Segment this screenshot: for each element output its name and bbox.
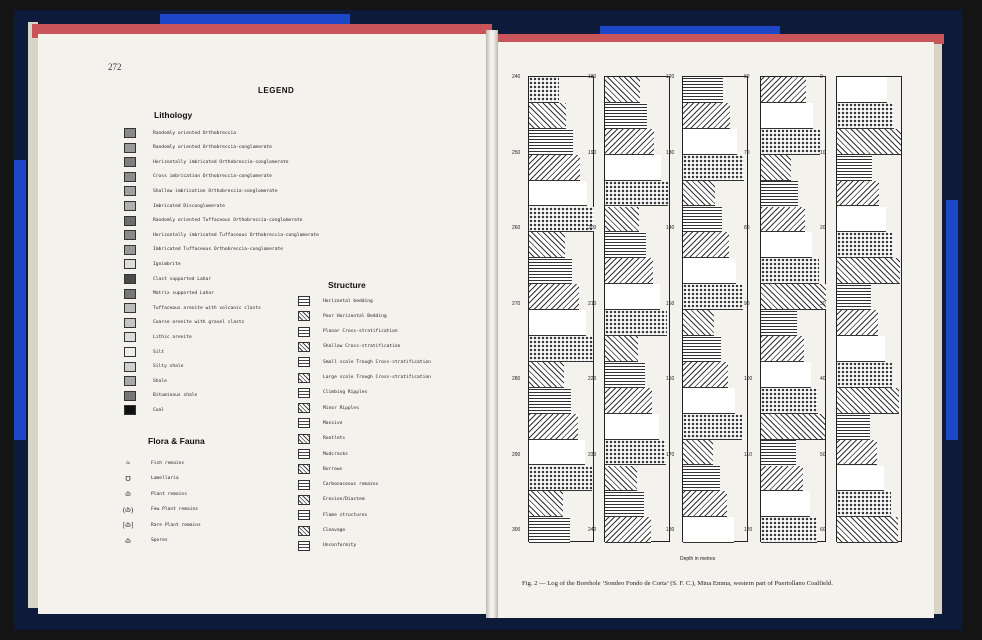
structure-swatch bbox=[298, 495, 310, 505]
flora-fauna-item bbox=[122, 489, 187, 499]
lithology-swatch bbox=[124, 201, 136, 211]
depth-tick: 290 bbox=[512, 451, 521, 458]
depth-label: Depth in metres bbox=[680, 556, 716, 562]
lithology-title: Lithology bbox=[154, 110, 193, 120]
log-bed bbox=[761, 414, 825, 440]
log-bed bbox=[837, 181, 879, 207]
structure-label: Large scale Trough Cross-stratification bbox=[323, 375, 431, 380]
structure-swatch bbox=[298, 449, 310, 459]
log-bed bbox=[761, 491, 810, 517]
log-bed bbox=[529, 466, 592, 492]
lithology-label: Silty shale bbox=[153, 364, 184, 370]
log-bed bbox=[605, 155, 661, 181]
structure-label: Poor Horizontal Bedding bbox=[323, 313, 387, 319]
flora-fauna-item bbox=[122, 536, 168, 546]
depth-tick: 130 bbox=[666, 149, 675, 156]
structure-label: Flame structures bbox=[323, 512, 368, 518]
log-bed bbox=[683, 440, 713, 466]
lithology-label: Coal bbox=[153, 407, 165, 413]
left-page bbox=[38, 34, 490, 614]
lithology-item bbox=[124, 230, 319, 240]
log-bed bbox=[529, 491, 563, 517]
structure-item bbox=[298, 434, 345, 444]
lithology-label: Randomly oriented Orthobreccia-conglomerate bbox=[153, 145, 272, 151]
log-bed bbox=[761, 181, 798, 207]
depth-tick: 0 bbox=[820, 74, 823, 80]
log-bed bbox=[683, 207, 722, 233]
lithology-swatch bbox=[124, 143, 136, 153]
lithology-label: Imbricated Disconglomerate bbox=[153, 203, 225, 209]
lithology-item bbox=[124, 128, 236, 138]
log-bed bbox=[761, 207, 805, 233]
lithology-label: Shale bbox=[153, 378, 167, 384]
depth-tick: 10 bbox=[820, 149, 826, 156]
lithology-swatch bbox=[124, 186, 136, 196]
depth-tick: 100 bbox=[744, 376, 753, 382]
log-bed bbox=[529, 336, 593, 362]
lithology-label: Shallow imbrication Orthobreccia-conglomerate bbox=[153, 188, 278, 194]
lithology-swatch bbox=[124, 318, 136, 328]
lithology-swatch bbox=[124, 376, 136, 386]
log-bed bbox=[605, 388, 652, 414]
lithology-swatch bbox=[124, 289, 136, 299]
flora-symbol: ȸ bbox=[125, 490, 131, 498]
flora-fauna-item bbox=[122, 474, 179, 484]
log-bed bbox=[761, 466, 803, 492]
lithology-swatch bbox=[124, 216, 136, 226]
lithology-label: Coarse arenite with gravel clasts bbox=[153, 320, 245, 326]
log-bed bbox=[605, 336, 638, 362]
log-bed bbox=[605, 77, 640, 103]
structure-swatch bbox=[298, 388, 310, 398]
log-bed bbox=[837, 362, 892, 388]
structure-item bbox=[298, 480, 378, 490]
depth-tick: 160 bbox=[666, 376, 675, 382]
lithology-item bbox=[124, 303, 261, 313]
depth-tick: 20 bbox=[820, 225, 826, 231]
log-bed bbox=[761, 336, 804, 362]
log-bed bbox=[605, 181, 668, 207]
structure-swatch bbox=[298, 510, 310, 520]
depth-tick: 120 bbox=[744, 527, 753, 533]
log-bed bbox=[761, 258, 819, 284]
structure-item bbox=[298, 541, 356, 551]
log-bed bbox=[761, 362, 811, 388]
depth-tick: 240 bbox=[512, 74, 521, 80]
lithology-swatch bbox=[124, 362, 136, 372]
lithology-label: Horizontally imbricated Orthobreccia-conglomerate bbox=[153, 159, 289, 165]
log-bed bbox=[683, 77, 723, 103]
log-bed bbox=[529, 103, 566, 129]
log-bed bbox=[529, 129, 573, 155]
log-bed bbox=[683, 181, 715, 207]
structure-item bbox=[298, 495, 365, 505]
lithology-swatch bbox=[124, 347, 136, 357]
log-bed bbox=[837, 232, 893, 258]
lithology-item bbox=[124, 405, 164, 415]
log-bed bbox=[761, 155, 791, 181]
depth-tick: 140 bbox=[666, 225, 675, 231]
log-bed bbox=[837, 414, 870, 440]
structure-swatch bbox=[298, 342, 310, 352]
lithology-label: Tuffaceous arenite with volcanic clasts bbox=[153, 305, 261, 311]
structure-item bbox=[298, 510, 367, 520]
lithology-item bbox=[124, 376, 167, 386]
cover-pattern bbox=[946, 200, 958, 440]
log-bed bbox=[529, 258, 572, 284]
structure-swatch bbox=[298, 480, 310, 490]
log-bed bbox=[837, 440, 877, 466]
depth-tick: 280 bbox=[512, 376, 521, 382]
log-bed bbox=[605, 103, 647, 129]
log-bed bbox=[605, 466, 637, 492]
log-bed bbox=[683, 517, 734, 543]
lithology-item bbox=[124, 289, 214, 299]
log-bed bbox=[837, 129, 901, 155]
lithology-label: Randomly oriented Orthobreccia bbox=[153, 130, 236, 136]
lithology-label: Cross imbrication Orthobreccia-conglomerate bbox=[153, 174, 272, 180]
depth-tick: 240 bbox=[588, 527, 597, 533]
log-bed bbox=[683, 258, 736, 284]
lithology-label: Matrix supported Lahar bbox=[153, 291, 214, 297]
depth-tick: 110 bbox=[744, 451, 752, 458]
lithology-swatch bbox=[124, 405, 136, 415]
book-gutter bbox=[486, 30, 498, 618]
lithology-item bbox=[124, 216, 302, 226]
log-column bbox=[836, 76, 902, 542]
structure-item bbox=[298, 418, 342, 428]
legend-title: LEGEND bbox=[258, 86, 295, 95]
log-bed bbox=[761, 284, 826, 310]
lithology-swatch bbox=[124, 332, 136, 342]
structure-label: Planar Cross-stratification bbox=[323, 329, 398, 335]
structure-swatch bbox=[298, 403, 310, 413]
lithology-swatch bbox=[124, 230, 136, 240]
log-bed bbox=[683, 310, 714, 336]
structure-item bbox=[298, 357, 431, 367]
lithology-swatch bbox=[124, 245, 136, 255]
log-bed bbox=[761, 77, 806, 103]
log-bed bbox=[837, 466, 884, 492]
depth-tick: 300 bbox=[512, 527, 521, 533]
flora-label: Rare Plant remains bbox=[151, 522, 201, 528]
structure-label: Minor Ripples bbox=[323, 405, 359, 411]
lithology-swatch bbox=[124, 274, 136, 284]
depth-tick: 40 bbox=[820, 376, 826, 382]
log-bed bbox=[683, 466, 720, 492]
flora-fauna-item bbox=[122, 505, 198, 515]
lithology-swatch bbox=[124, 157, 136, 167]
figure-caption: Fig. 2 — Log of the Borehole ‘Sondeo Fondo de Corta’ (S. F. C.), Mina Emma, western part of Puertollano Coalfield. bbox=[522, 580, 833, 587]
log-column bbox=[604, 76, 670, 542]
flora-label: Few Plant remains bbox=[151, 507, 199, 512]
lithology-swatch bbox=[124, 259, 136, 269]
page-number: 272 bbox=[108, 62, 122, 72]
log-bed bbox=[683, 103, 730, 129]
log-bed bbox=[837, 155, 872, 181]
structure-item bbox=[298, 403, 359, 413]
log-bed bbox=[529, 517, 570, 543]
structure-label: Climbing Ripples bbox=[323, 390, 368, 396]
lithology-label: Bituminous shale bbox=[153, 393, 198, 399]
log-bed bbox=[683, 129, 737, 155]
lithology-item bbox=[124, 318, 244, 328]
log-bed bbox=[529, 232, 565, 258]
depth-tick: 230 bbox=[588, 451, 597, 458]
structure-swatch bbox=[298, 464, 310, 474]
depth-tick: 180 bbox=[588, 74, 597, 80]
lithology-item bbox=[124, 172, 272, 182]
log-bed bbox=[683, 232, 729, 258]
log-bed bbox=[529, 440, 585, 466]
log-bed bbox=[761, 517, 817, 543]
structure-label: Horizontal bedding bbox=[323, 298, 373, 304]
log-bed bbox=[761, 440, 796, 466]
depth-tick: 180 bbox=[666, 527, 675, 533]
log-bed bbox=[761, 103, 813, 129]
structure-title: Structure bbox=[328, 280, 366, 290]
flora-symbol: (ȸ) bbox=[122, 505, 134, 514]
log-bed bbox=[605, 440, 666, 466]
log-bed bbox=[761, 129, 820, 155]
depth-tick: 170 bbox=[666, 451, 675, 458]
log-bed bbox=[529, 181, 587, 207]
structure-item bbox=[298, 296, 373, 306]
structure-item bbox=[298, 449, 348, 459]
lithology-item bbox=[124, 186, 277, 196]
log-bed bbox=[837, 388, 899, 414]
log-bed bbox=[683, 336, 721, 362]
depth-tick: 200 bbox=[588, 225, 597, 231]
structure-label: Mudcracks bbox=[323, 451, 348, 457]
flora-symbol: ≈ bbox=[126, 459, 130, 467]
log-bed bbox=[837, 336, 885, 362]
depth-tick: 120 bbox=[666, 74, 675, 80]
flora-symbol: ℧ bbox=[125, 474, 131, 483]
depth-tick: 270 bbox=[512, 300, 521, 307]
structure-item bbox=[298, 327, 398, 337]
lithology-item bbox=[124, 201, 225, 211]
log-bed bbox=[529, 155, 580, 181]
depth-tick: 70 bbox=[744, 149, 750, 156]
flora-fauna-item bbox=[122, 520, 201, 530]
flora-symbol: ȸ bbox=[125, 536, 131, 545]
lithology-item bbox=[124, 332, 192, 342]
cover-pattern bbox=[14, 160, 26, 440]
log-bed bbox=[837, 310, 878, 336]
depth-tick: 50 bbox=[820, 451, 826, 458]
depth-tick: 260 bbox=[512, 225, 521, 231]
lithology-label: Clast supported Lahar bbox=[153, 276, 212, 282]
structure-swatch bbox=[298, 526, 310, 536]
structure-label: Burrows bbox=[323, 466, 343, 472]
structure-label: Massive bbox=[323, 420, 343, 426]
structure-swatch bbox=[298, 311, 310, 321]
structure-swatch bbox=[298, 418, 310, 428]
lithology-item bbox=[124, 245, 283, 255]
structure-item bbox=[298, 373, 431, 383]
structure-item bbox=[298, 342, 400, 352]
log-bed bbox=[837, 103, 894, 129]
lithology-item bbox=[124, 347, 164, 357]
depth-tick: 150 bbox=[666, 300, 675, 307]
depth-tick: 80 bbox=[744, 225, 750, 231]
structure-swatch bbox=[298, 296, 310, 306]
flora-label: Fish remains bbox=[151, 460, 185, 466]
flora-fauna-item bbox=[122, 458, 184, 468]
depth-tick: 250 bbox=[512, 149, 521, 156]
log-bed bbox=[605, 517, 651, 543]
lithology-swatch bbox=[124, 391, 136, 401]
structure-item bbox=[298, 388, 367, 398]
structure-label: Small scale Trough Cross-stratification bbox=[323, 359, 431, 365]
structure-swatch bbox=[298, 327, 310, 337]
log-bed bbox=[605, 258, 653, 284]
log-bed bbox=[529, 388, 571, 414]
flora-label: Lamellaria bbox=[151, 476, 179, 481]
structure-label: Unconformity bbox=[323, 543, 357, 549]
log-bed bbox=[529, 310, 586, 336]
structure-label: Erosion/Diastem bbox=[323, 497, 365, 503]
log-bed bbox=[529, 284, 579, 310]
log-bed bbox=[837, 517, 898, 543]
lithology-label: Ignimbrite bbox=[153, 261, 181, 267]
log-bed bbox=[605, 362, 645, 388]
log-bed bbox=[761, 310, 797, 336]
log-bed bbox=[683, 414, 742, 440]
flora-label: Plant remains bbox=[151, 491, 187, 497]
structure-swatch bbox=[298, 373, 310, 383]
log-bed bbox=[837, 258, 900, 284]
structure-item bbox=[298, 311, 387, 321]
lithology-label: Horizontally imbricated Tuffaceous Orthobreccia-conglomerate bbox=[153, 232, 319, 238]
depth-tick: 210 bbox=[588, 300, 597, 307]
depth-tick: 60 bbox=[820, 527, 826, 533]
flora-fauna-title: Flora & Fauna bbox=[148, 436, 205, 446]
lithology-label: Imbricated Tuffaceous Orthobreccia-conglomerate bbox=[153, 247, 283, 253]
lithology-swatch bbox=[124, 128, 136, 138]
structure-label: Rootlets bbox=[323, 436, 346, 442]
log-bed bbox=[683, 362, 728, 388]
log-bed bbox=[529, 362, 564, 388]
log-bed bbox=[605, 414, 659, 440]
depth-tick: 190 bbox=[588, 149, 597, 156]
lithology-label: Randomly oriented Tuffaceous Orthobreccia-conglomerate bbox=[153, 218, 303, 224]
lithology-swatch bbox=[124, 172, 136, 182]
log-bed bbox=[605, 129, 654, 155]
lithology-item bbox=[124, 391, 197, 401]
log-bed bbox=[605, 310, 667, 336]
log-bed bbox=[529, 207, 597, 233]
log-bed bbox=[837, 77, 887, 103]
log-bed bbox=[529, 414, 578, 440]
structure-item bbox=[298, 526, 345, 536]
log-column bbox=[760, 76, 826, 542]
structure-swatch bbox=[298, 434, 310, 444]
log-bed bbox=[605, 232, 646, 258]
structure-label: Cleavage bbox=[323, 528, 346, 533]
lithology-swatch bbox=[124, 303, 136, 313]
log-bed bbox=[683, 155, 744, 181]
log-column bbox=[682, 76, 748, 542]
flora-symbol: [ȸ] bbox=[122, 521, 134, 529]
log-bed bbox=[837, 284, 871, 310]
log-bed bbox=[605, 207, 639, 233]
log-bed bbox=[529, 77, 559, 103]
structure-item bbox=[298, 464, 342, 474]
structure-label: Shallow Cross-stratification bbox=[323, 344, 401, 350]
depth-tick: 220 bbox=[588, 376, 597, 382]
log-bed bbox=[683, 388, 735, 414]
depth-tick: 30 bbox=[820, 300, 826, 307]
flora-label: Spores bbox=[151, 538, 168, 543]
log-bed bbox=[761, 388, 818, 414]
log-bed bbox=[837, 491, 891, 517]
depth-tick: 90 bbox=[744, 300, 750, 307]
lithology-item bbox=[124, 362, 183, 372]
log-bed bbox=[683, 284, 743, 310]
log-bed bbox=[761, 232, 812, 258]
log-bed bbox=[837, 207, 886, 233]
structure-swatch bbox=[298, 357, 310, 367]
log-bed bbox=[683, 491, 727, 517]
lithology-item bbox=[124, 274, 211, 284]
log-bed bbox=[605, 284, 660, 310]
structure-label: Carbonaceous remains bbox=[323, 482, 379, 488]
lithology-item bbox=[124, 157, 289, 167]
log-bed bbox=[605, 491, 644, 517]
lithology-label: Silt bbox=[153, 349, 165, 355]
lithology-item bbox=[124, 259, 181, 269]
lithology-label: Lithic arenite bbox=[153, 334, 192, 340]
structure-swatch bbox=[298, 541, 310, 551]
lithology-item bbox=[124, 143, 272, 153]
depth-tick: 60 bbox=[744, 74, 750, 80]
page-edges bbox=[28, 22, 38, 608]
